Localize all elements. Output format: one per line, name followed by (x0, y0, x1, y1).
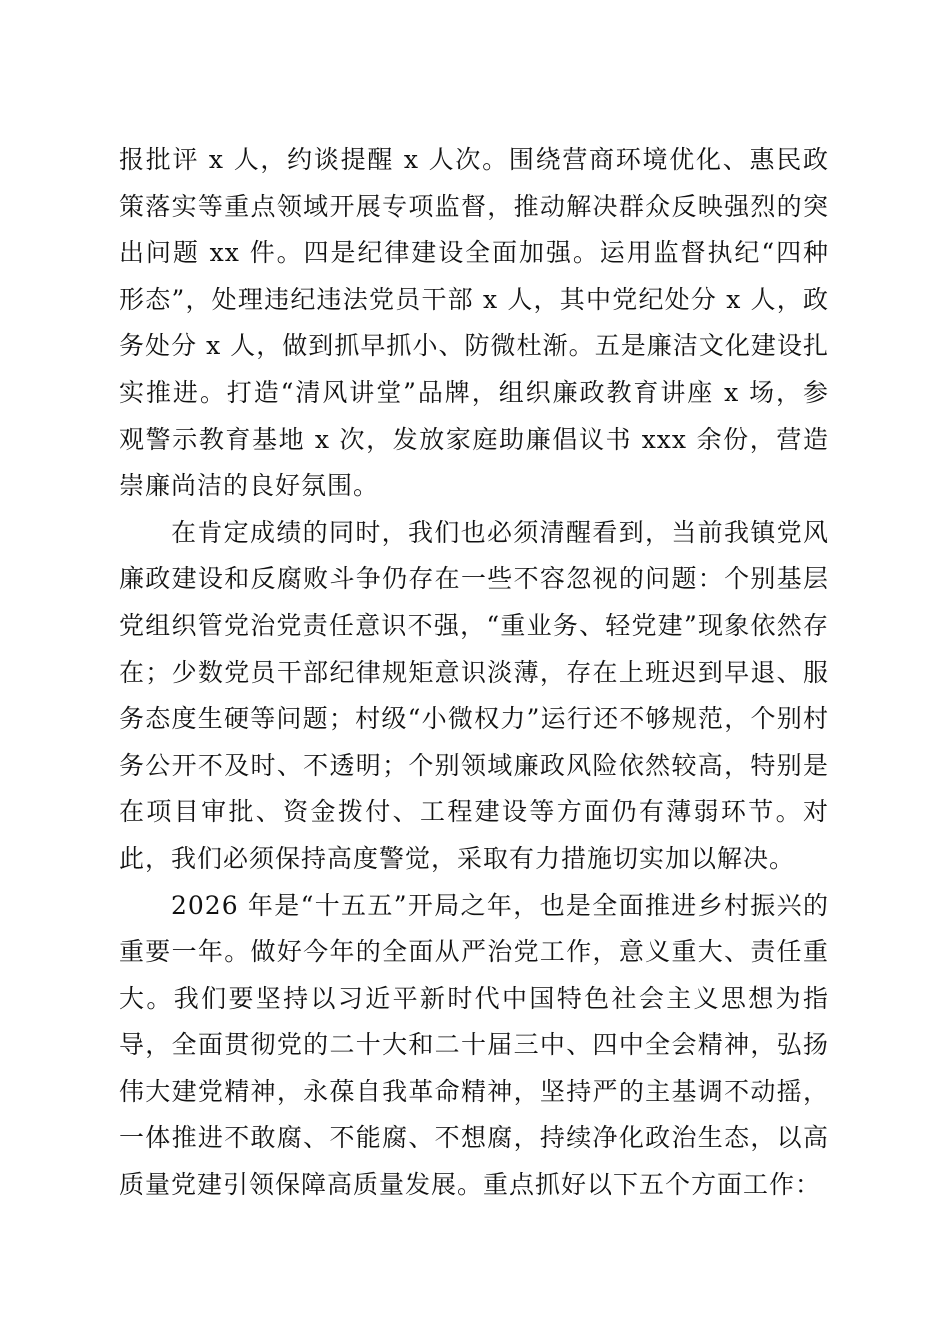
paragraph-3: 2026 年是“十五五”开局之年，也是全面推进乡村振兴的重要一年。做好今年的全面从严治党工作，意义重大、责任重大。我们要坚持以习近平新时代中国特色社会主义思想为指导，全面贯彻党的二十大和二十届三中、四中全会精神，弘扬伟大建党精神，永葆自我革命精神，坚持严的主基调不动摇，一体推进不敢腐、不能腐、不想腐，持续净化政治生态，以高质量党建引领保障高质量发展。重点抓好以下五个方面工作： (119, 890, 829, 1200)
paragraph-2: 在肯定成绩的同时，我们也必须清醒看到，当前我镇党风廉政建设和反腐败斗争仍存在一些不容忽视的问题：个别基层党组织管党治党责任意识不强，“重业务、轻党建”现象依然存在；少数党员干部纪律规矩意识淡薄，存在上班迟到早退、服务态度生硬等问题；村级“小微权力”运行还不够规范，个别村务公开不及时、不透明；个别领域廉政风险依然较高，特别是在项目审批、资金拨付、工程建设等方面仍有薄弱环节。对此，我们必须保持高度警觉，采取有力措施切实加以解决。 (119, 517, 829, 873)
paragraph-1: 报批评 x 人，约谈提醒 x 人次。围绕营商环境优化、惠民政策落实等重点领域开展专项监督，推动解决群众反映强烈的突出问题 xx 件。四是纪律建设全面加强。运用监督执纪“四种形态”，处理违纪违法党员干部 x 人，其中党纪处分 x 人，政务处分 x 人，做到抓早抓小、防微杜渐。五是廉洁文化建设扎实推进。打造“清风讲堂”品牌，组织廉政教育讲座 x 场，参观警示教育基地 x 次，发放家庭助廉倡议书 xxx 余份，营造崇廉尚洁的良好氛围。 (119, 145, 829, 501)
document-body (119, 137, 829, 1209)
